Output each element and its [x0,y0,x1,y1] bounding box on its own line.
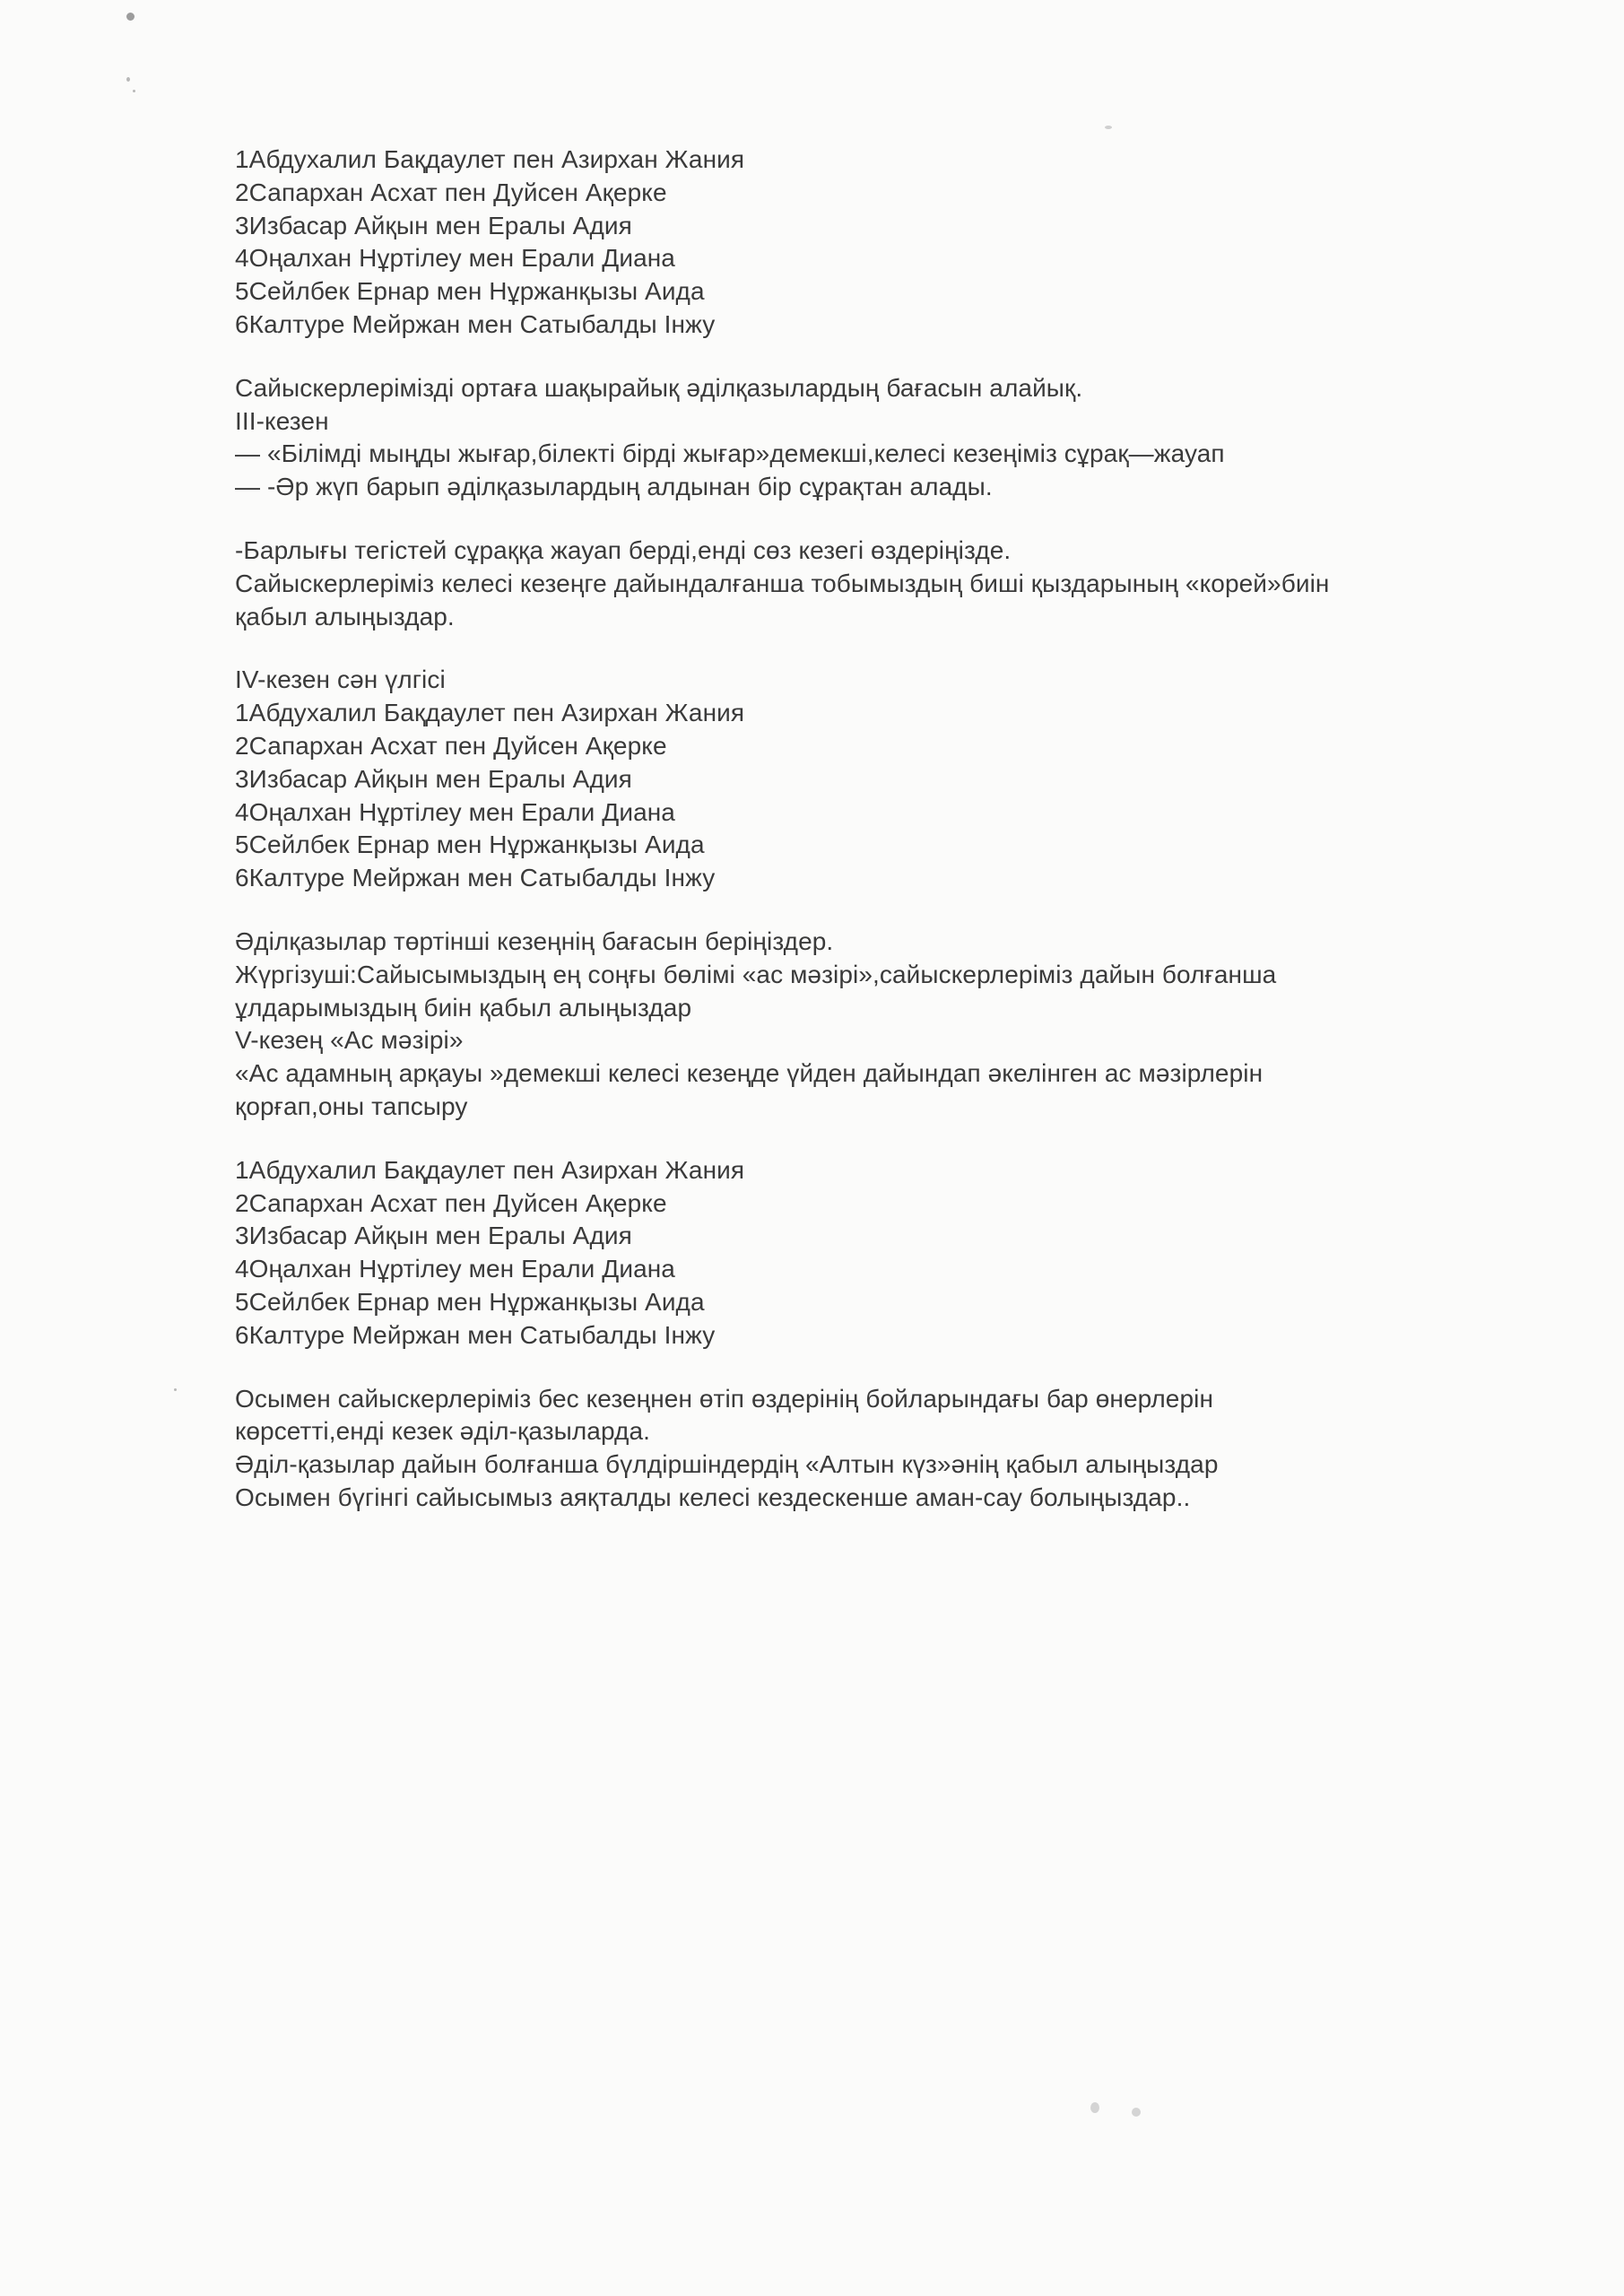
text-line: Осымен сайыскерлеріміз бес кезеңнен өтіп өздерінің бойларындағы бар өнерлерін [235,1384,1214,1413]
text-line: Әділ-қазылар дайын болғанша бүлдіршіндердің «Алтын күз»әнің қабыл алыңыздар [235,1450,1219,1479]
participant-line: 6Калтуре Мейржан мен Сатыбалды Інжу [235,864,716,892]
paragraph-gap [235,342,1490,372]
participant-line: 4Оңалхан Нұртілеу мен Ерали Диана [235,1255,675,1283]
participant-line: 2Сапархан Асхат пен Дуйсен Ақерке [235,731,667,760]
scan-speck [1090,2102,1099,2113]
participant-line: 5Сейлбек Ернар мен Нұржанқызы Аида [235,831,705,859]
participant-line: 1Абдухалил Бақдаулет пен Азирхан Жания [235,699,745,727]
stage-heading: ІV-кезен сән үлгісі [235,665,446,694]
participant-list [235,1154,1490,1352]
scan-speck [174,1388,177,1391]
paragraph-gap [235,1124,1490,1154]
paragraph-gap [235,633,1490,664]
after-stage-iii-section [235,535,1490,633]
document-body [235,144,1490,1515]
text-line: Әділқазылар төртінші кезеңнің бағасын беріңіздер. [235,926,834,955]
stage-heading: V-кезең «Ас мәзірі» [235,1026,464,1055]
participant-line: 6Калтуре Мейржан мен Сатыбалды Інжу [235,1320,716,1349]
text-line: Сайыскерлеріміз келесі кезеңге дайындалғанша тобымыздың биші қыздарының «корей»биін [235,569,1330,597]
text-line: Осымен бүгінгі сайысымыз аяқталды келесі кездескенше аман-сау болыңыздар.. [235,1483,1191,1511]
participant-line: 5Сейлбек Ернар мен Нұржанқызы Аида [235,277,705,306]
scan-speck [126,13,135,21]
scan-speck [1132,2108,1141,2117]
text-line: Жүргізуші:Сайысымыздың ең соңғы бөлімі «ас мәзірі»,сайыскерлеріміз дайын болғанша [235,960,1277,988]
text-line: -Барлығы тегістей сұраққа жауап берді,енді сөз кезегі өздеріңізде. [235,535,1012,564]
scan-speck [1105,126,1112,129]
text-line: Сайыскерлерімізді ортаға шақырайық әділқазылардың бағасын алайық. [235,373,1083,402]
participant-list [235,144,1490,342]
text-line: «Ас адамның арқауы »демекші келесі кезеңде үйден дайындап әкелінген ас мәзірлерін [235,1059,1264,1088]
participant-line: 3Избасар Айқын мен Ералы Адия [235,764,632,793]
participant-line: 2Сапархан Асхат пен Дуйсен Ақерке [235,178,667,206]
stage-iii-section [235,372,1490,504]
text-line: ұлдарымыздың биін қабыл алыңыздар [235,993,692,1022]
paragraph-gap [235,504,1490,535]
participant-line: 3Избасар Айқын мен Ералы Адия [235,1222,632,1250]
text-line: — -Әр жүп барып әділқазылардың алдынан бір сұрақтан алады. [235,473,993,501]
participant-line: 4Оңалхан Нұртілеу мен Ерали Диана [235,244,675,273]
stage-v-section [235,926,1490,1124]
participant-line: 5Сейлбек Ернар мен Нұржанқызы Аида [235,1287,705,1316]
participant-line: 1Абдухалил Бақдаулет пен Азирхан Жания [235,1155,745,1184]
participant-line: 6Калтуре Мейржан мен Сатыбалды Інжу [235,309,716,338]
scan-speck [126,77,130,82]
scan-speck [133,90,135,92]
text-line: — «Білімді мыңды жығар,білекті бірді жығар»демекші,келесі кезеңіміз сұрақ—жауап [235,439,1225,468]
text-line: қабыл алыңыздар. [235,602,455,631]
text-line: көрсетті,енді кезек әділ-қазыларда. [235,1417,650,1446]
closing-section [235,1383,1490,1515]
participant-line: 3Избасар Айқын мен Ералы Адия [235,211,632,239]
participant-line: 1Абдухалил Бақдаулет пен Азирхан Жания [235,145,745,173]
stage-heading: ІІІ-кезен [235,406,329,435]
participant-line: 2Сапархан Асхат пен Дуйсен Ақерке [235,1188,667,1217]
stage-iv-section [235,664,1490,895]
paragraph-gap [235,895,1490,926]
text-line: қорғап,оны тапсыру [235,1091,468,1120]
participant-line: 4Оңалхан Нұртілеу мен Ерали Диана [235,797,675,826]
paragraph-gap [235,1352,1490,1383]
